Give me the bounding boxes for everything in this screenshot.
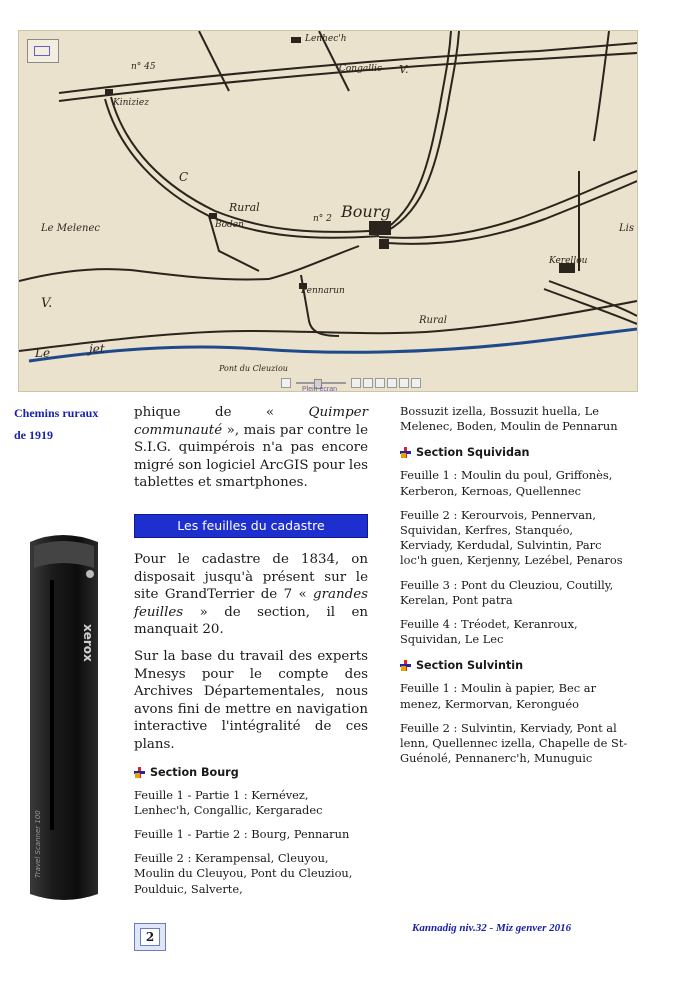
squividan-item-2[interactable]: Feuille 2 : Kerourvois, Pennervan, Squividan, Kerfres, Stanquéo, Kerviady, Kerdudal, Sulvintin, Parc loc'h guen, Kerjenny, Lezébel, Penaros xyxy=(400,507,623,568)
section-squividan-heading xyxy=(400,446,628,459)
map-label: V. xyxy=(41,296,53,311)
fullscreen-link[interactable]: Plein écran xyxy=(302,386,338,393)
section-sulvintin-heading xyxy=(400,659,628,672)
bourg-item-2[interactable]: Feuille 1 - Partie 2 : Bourg, Pennarun xyxy=(134,826,350,841)
section-icon xyxy=(400,447,411,458)
section-squividan-title: Section Squividan xyxy=(416,446,530,460)
map-label: Congallic xyxy=(339,64,382,74)
map-label: Lenhec'h xyxy=(305,34,347,44)
map-caption xyxy=(14,402,124,446)
scanner-brand: xerox xyxy=(81,624,95,662)
pan-right-button[interactable] xyxy=(375,378,385,388)
page-number-box xyxy=(134,923,166,951)
squividan-item-3[interactable]: Feuille 3 : Pont du Cleuziou, Coutilly, Kerelan, Pont patra xyxy=(400,577,614,607)
map-label: Le Melenec xyxy=(41,223,100,234)
map-label: Rural xyxy=(419,315,447,326)
sulvintin-item-1[interactable]: Feuille 1 : Moulin à papier, Bec ar menez, Kermorvan, Keronguéo xyxy=(400,681,597,711)
intro-paragraph: phique de « Quimper communauté », mais par contre le S.I.G. quimpérois n'a pas encore migré son logiciel ArcGIS pour les tablettes et smartphones. xyxy=(134,405,368,491)
caption-line-2: de 1919 xyxy=(14,428,53,442)
bourg-item-3[interactable]: Feuille 2 : Kerampensal, Cleuyou, Moulin du Cleuyou, Pont du Cleuziou, Poulduic, Salverte, xyxy=(134,851,353,896)
section-bourg-heading xyxy=(134,766,368,779)
map-label: Boden xyxy=(215,220,244,230)
pan-left-button[interactable] xyxy=(363,378,373,388)
map-label: C xyxy=(179,170,189,184)
footer-issue-label: Kannadig niv.32 - Miz genver 2016 xyxy=(412,922,572,934)
map-overview-thumbnail[interactable] xyxy=(27,39,59,63)
sulvintin-item-2[interactable]: Feuille 2 : Sulvintin, Kerviady, Pont al lenn, Quellennec izella, Chapelle de St-Guénolé, Pennanerc'h, Munuguic xyxy=(400,720,628,766)
page-number: 2 xyxy=(140,928,160,946)
section-bourg-title: Section Bourg xyxy=(150,765,239,779)
section-banner: Les feuilles du cadastre xyxy=(134,514,368,538)
bourg-item-3-continued[interactable]: Bossuzit izella, Bossuzit huella, Le Melenec, Boden, Moulin de Pennarun xyxy=(400,404,618,434)
section-sulvintin-title: Section Sulvintin xyxy=(416,659,524,673)
cadastre-map[interactable] xyxy=(18,30,638,392)
map-label: V. xyxy=(399,63,409,76)
right-column xyxy=(400,404,628,766)
map-label: Rural xyxy=(229,201,260,214)
section-icon xyxy=(400,660,411,671)
squividan-item-4[interactable]: Feuille 4 : Tréodet, Keranroux, Squividan, Le Lec xyxy=(400,617,578,647)
section-icon xyxy=(134,767,145,778)
map-label: Kiniziez xyxy=(113,98,149,108)
map-drawing xyxy=(19,31,638,392)
map-label: Kerellou xyxy=(549,256,588,266)
zoom-in-button[interactable] xyxy=(351,378,361,388)
middle-column xyxy=(134,404,368,897)
fit-button[interactable] xyxy=(411,378,421,388)
map-label: jet xyxy=(89,342,105,356)
map-label: Lis xyxy=(619,223,634,234)
zoom-out-button[interactable] xyxy=(281,378,291,388)
map-label: Pont du Cleuziou xyxy=(219,364,288,373)
map-label: Le xyxy=(35,346,51,360)
rotate-button[interactable] xyxy=(399,378,409,388)
bourg-item-1[interactable]: Feuille 1 - Partie 1 : Kernévez, Lenhec'h, Congallic, Kergaradec xyxy=(134,787,323,817)
map-label: Bourg xyxy=(341,202,391,221)
scanner-model: Travel Scanner 100 xyxy=(34,810,42,878)
squividan-item-1[interactable]: Feuille 1 : Moulin du poul, Griffonès, Kerberon, Kernoas, Quellennec xyxy=(400,468,613,498)
map-label: n° 2 xyxy=(313,214,332,224)
home-button[interactable] xyxy=(387,378,397,388)
map-label: n° 45 xyxy=(131,62,156,72)
caption-line-1: Chemins ruraux xyxy=(14,406,99,420)
cadastre-paragraph-1: Pour le cadastre de 1834, on disposait jusqu'à présent sur le site GrandTerrier de 7 « grandes feuilles » de section, il en manquait 20. xyxy=(134,551,368,638)
map-label: Pennarun xyxy=(301,286,345,296)
zoom-slider[interactable] xyxy=(296,382,346,384)
xerox-scanner-image xyxy=(12,528,112,908)
cadastre-paragraph-2: Sur la base du travail des experts Mnesys pour le compte des Archives Départementales, nous avons fini de mettre en navigation interactive l'intégralité de ces plans. xyxy=(134,648,368,752)
